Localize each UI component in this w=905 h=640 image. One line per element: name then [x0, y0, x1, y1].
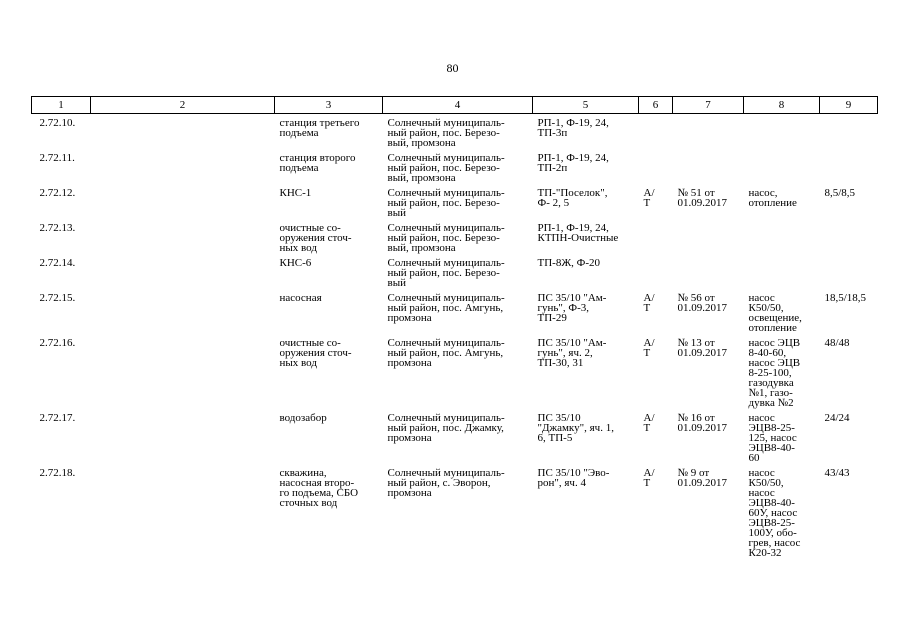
load-value: 48/48	[824, 337, 850, 349]
category-cell	[639, 219, 673, 254]
table-row	[32, 464, 878, 559]
cell-column-2	[91, 409, 275, 464]
document-table	[31, 96, 878, 559]
load-value: 43/43	[824, 467, 850, 479]
facility-address: Солнечный муниципаль- ный район, пос. Амгунь, промзона	[387, 337, 505, 369]
cell-column-2	[91, 289, 275, 334]
power-source: ПС 35/10 "Джамку", яч. 1, 6, ТП-5	[537, 412, 614, 444]
load-value	[820, 219, 878, 254]
document-reference	[673, 219, 744, 254]
row-number: 2.72.15.	[39, 292, 76, 304]
facility-name: КНС-1	[279, 187, 312, 199]
row-number: 2.72.11.	[39, 152, 75, 164]
facility-name: очистные со- оружения сточ- ных вод	[279, 222, 352, 254]
equipment-list: насос ЭЦВ8-25- 125, насос ЭЦВ8-40- 60	[748, 412, 797, 464]
facility-address: Солнечный муниципаль- ный район, пос. Березо- вый, промзона	[387, 222, 505, 254]
power-source: ПС 35/10 "Ам- гунь", Ф-3, ТП-29	[537, 292, 607, 324]
power-source: ТП-8Ж, Ф-20	[537, 257, 601, 269]
category-cell: А/ Т	[643, 292, 655, 314]
table-row	[32, 184, 878, 219]
category-cell: А/ Т	[643, 467, 655, 489]
cell-column-2	[91, 114, 275, 150]
document-reference	[673, 114, 744, 150]
load-value	[820, 114, 878, 150]
cell-column-2	[91, 219, 275, 254]
table-row	[32, 334, 878, 409]
facility-name: КНС-6	[279, 257, 312, 269]
column-header: 3	[275, 97, 383, 114]
table-row	[32, 409, 878, 464]
table-row	[32, 254, 878, 289]
facility-address: Солнечный муниципаль- ный район, пос. Березо- вый	[387, 187, 505, 219]
column-header: 9	[820, 97, 878, 114]
equipment-list	[744, 219, 820, 254]
power-source: ПС 35/10 "Ам- гунь", яч. 2, ТП-30, 31	[537, 337, 607, 369]
facility-address: Солнечный муниципаль- ный район, пос. Березо- вый, промзона	[387, 117, 505, 149]
power-source: РП-1, Ф-19, 24, КТПН-Очистные	[537, 222, 619, 244]
power-source: ПС 35/10 "Эво- рон", яч. 4	[537, 467, 610, 489]
category-cell	[639, 149, 673, 184]
column-header: 7	[673, 97, 744, 114]
cell-column-2	[91, 334, 275, 409]
facility-name: насосная	[279, 292, 322, 304]
row-number: 2.72.13.	[39, 222, 76, 234]
table-row	[32, 149, 878, 184]
document-reference	[673, 149, 744, 184]
category-cell: А/ Т	[643, 187, 655, 209]
page-number: 80	[446, 61, 459, 75]
equipment-list: насос К50/50, освещение, отопление	[748, 292, 802, 334]
category-cell: А/ Т	[643, 412, 655, 434]
load-value: 24/24	[824, 412, 850, 424]
facility-name: станция третьего подъема	[279, 117, 360, 139]
facility-address: Солнечный муниципаль- ный район, пос. Амгунь, промзона	[387, 292, 505, 324]
document-reference: № 51 от 01.09.2017	[677, 187, 727, 209]
equipment-list	[744, 114, 820, 150]
equipment-list: насос ЭЦВ 8-40-60, насос ЭЦВ 8-25-100, газодувка №1, газо- дувка №2	[748, 337, 801, 409]
facility-name: очистные со- оружения сточ- ных вод	[279, 337, 352, 369]
facility-address: Солнечный муниципаль- ный район, с. Эворон, промзона	[387, 467, 505, 499]
equipment-list	[744, 149, 820, 184]
column-header: 4	[383, 97, 533, 114]
column-header: 1	[32, 97, 91, 114]
equipment-list	[744, 254, 820, 289]
row-number: 2.72.17.	[39, 412, 76, 424]
row-number: 2.72.10.	[39, 117, 76, 129]
cell-column-2	[91, 184, 275, 219]
equipment-list: насос, отопление	[748, 187, 797, 209]
table-row	[32, 289, 878, 334]
load-value	[820, 149, 878, 184]
cell-column-2	[91, 149, 275, 184]
category-cell	[639, 254, 673, 289]
category-cell: А/ Т	[643, 337, 655, 359]
document-reference: № 13 от 01.09.2017	[677, 337, 727, 359]
cell-column-2	[91, 464, 275, 559]
table-row	[32, 114, 878, 150]
column-header: 5	[533, 97, 639, 114]
facility-address: Солнечный муниципаль- ный район, пос. Березо- вый	[387, 257, 505, 289]
power-source: ТП-"Поселок", Ф- 2, 5	[537, 187, 608, 209]
column-header: 2	[91, 97, 275, 114]
row-number: 2.72.18.	[39, 467, 76, 479]
document-reference: № 16 от 01.09.2017	[677, 412, 727, 434]
facility-address: Солнечный муниципаль- ный район, пос. Березо- вый, промзона	[387, 152, 505, 184]
column-header: 8	[744, 97, 820, 114]
facility-name: водозабор	[279, 412, 327, 424]
table-row	[32, 219, 878, 254]
document-reference: № 56 от 01.09.2017	[677, 292, 727, 314]
document-reference	[673, 254, 744, 289]
facility-name: скважина, насосная второ- го подъема, СБО сточных вод	[279, 467, 359, 509]
category-cell	[639, 114, 673, 150]
load-value: 8,5/8,5	[824, 187, 856, 199]
column-number-row	[32, 97, 878, 114]
document-reference: № 9 от 01.09.2017	[677, 467, 727, 489]
load-value: 18,5/18,5	[824, 292, 867, 304]
power-source: РП-1, Ф-19, 24, ТП-3п	[537, 117, 609, 139]
column-header: 6	[639, 97, 673, 114]
load-value	[820, 254, 878, 289]
row-number: 2.72.12.	[39, 187, 76, 199]
table-body	[32, 114, 878, 560]
row-number: 2.72.14.	[39, 257, 76, 269]
equipment-list: насос К50/50, насос ЭЦВ8-40- 60У, насос ЭЦВ8-25- 100У, обо- грев, насос К20-32	[748, 467, 801, 559]
facility-name: станция второго подъема	[279, 152, 356, 174]
cell-column-2	[91, 254, 275, 289]
row-number: 2.72.16.	[39, 337, 76, 349]
facility-address: Солнечный муниципаль- ный район, пос. Джамку, промзона	[387, 412, 505, 444]
power-source: РП-1, Ф-19, 24, ТП-2п	[537, 152, 609, 174]
